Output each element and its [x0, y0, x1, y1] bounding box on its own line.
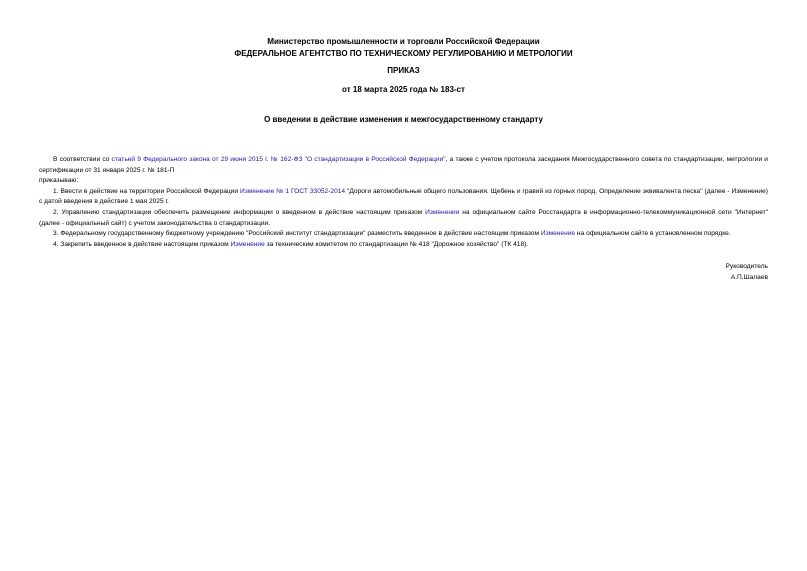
item-text-cont: "Дороги автомобильные общего пользования. Щебень и гравий из горных пород. Определение эквивалента песка" (далее - Изменение) с датой введения в действие 1 мая 2025 г. — [39, 187, 768, 206]
order-item-2 — [39, 208, 768, 229]
order-title: ПРИКАЗ — [387, 66, 420, 75]
change-link[interactable]: Изменение — [230, 240, 265, 248]
item-text: 4. Закрепить введенное в действие настоящим приказом — [53, 240, 231, 248]
item-text: 3. Федеральному государственному бюджетному учреждению "Российский институт стандартизации" разместить введенное в действие настоящим приказом — [53, 230, 541, 238]
order-item-3 — [39, 229, 768, 240]
law-link[interactable]: статьей 9 Федерального закона от 29 июня 2015 г. № 162-ФЗ "О стандартизации в Российской Федерации" — [111, 156, 446, 163]
order-item-1 — [39, 187, 768, 208]
order-date-number: от 18 марта 2025 года № 183-ст — [342, 85, 465, 94]
agency-name: ФЕДЕРАЛЬНОЕ АГЕНТСТВО ПО ТЕХНИЧЕСКОМУ РЕГУЛИРОВАНИЮ И МЕТРОЛОГИИ — [234, 49, 573, 58]
ministry-name: Министерство промышленности и торговли Российской Федерации — [267, 37, 540, 46]
item-text: 1. Ввести в действие на территории Российской Федерации — [53, 187, 241, 195]
standard-change-link[interactable]: Изменение № 1 ГОСТ 33052-2014 — [240, 187, 346, 195]
ordering-word: приказываю: — [39, 177, 79, 185]
preamble-text-cont: , а также с учетом протокола заседания Межгосударственного совета по стандартизации, метрологии и сертификации от 31 января 2025 г. № 181-П — [39, 156, 768, 174]
item-text-cont: на официальном сайте в установленном порядке. — [575, 230, 731, 238]
preamble-paragraph — [39, 155, 768, 176]
change-link[interactable]: Изменении — [425, 208, 460, 216]
signatory-name: А.П.Шалаев — [730, 273, 768, 281]
document-header — [0, 36, 807, 60]
preamble-text: В соответствии со — [53, 156, 112, 163]
order-item-4 — [39, 240, 768, 251]
item-text-cont: на официальном сайте Росстандарта в информационно-телекоммуникационной сети "Интернет" (далее - официальный сайт) с учетом законодательства о стандартизации. — [39, 208, 768, 227]
document-body — [39, 155, 768, 250]
signatory-position: Руководитель — [725, 263, 768, 270]
item-text-cont: за техническим комитетом по стандартизации № 418 "Дорожное хозяйство" (ТК 418). — [264, 240, 529, 248]
order-subject: О введении в действие изменения к межгосударственному стандарту — [264, 115, 543, 124]
item-text: 2. Управлению стандартизации обеспечить размещение информации о введенном в действие настоящим приказом — [53, 208, 426, 216]
signature-block — [726, 262, 768, 283]
change-link[interactable]: Изменение — [540, 230, 576, 238]
